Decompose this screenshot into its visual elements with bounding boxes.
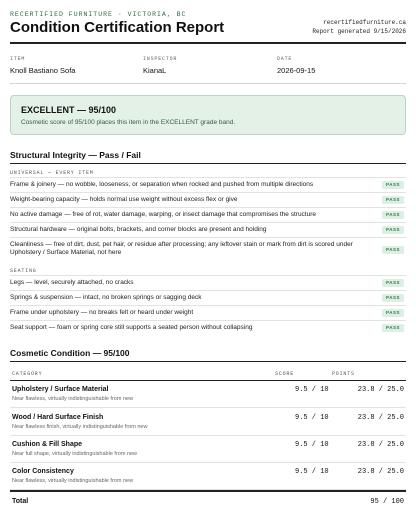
category-note: Near flawless, virtually indistinguishable from new (12, 478, 134, 484)
item-value: Knoll Bastiano Sofa (10, 66, 76, 75)
grade-description: Cosmetic score of 95/100 places this item in the EXCELLENT grade band. (21, 119, 236, 126)
grade-heading: EXCELLENT — 95/100 (21, 105, 117, 115)
group-label-seating: SEATING (10, 268, 37, 274)
check-text: Weight-bearing capacity — holds normal use weight without excess flex or give (10, 196, 238, 203)
pass-badge: PASS (382, 196, 404, 204)
category-note: Near flawless, virtually indistinguishable from new (12, 396, 134, 402)
category-name: Wood / Hard Surface Finish (12, 414, 104, 421)
check-text: Legs — level, securely attached, no cracks (10, 279, 134, 286)
generated-date: Report generated 9/15/2026 (312, 28, 406, 35)
category-name: Cushion & Fill Shape (12, 441, 83, 448)
category-points: 23.8 / 25.0 (357, 441, 404, 449)
meta-item (10, 56, 75, 75)
group-label-universal: UNIVERSAL — EVERY ITEM (10, 170, 94, 176)
table-row (10, 408, 406, 436)
check-row (10, 305, 406, 320)
report-header (10, 0, 406, 44)
check-text: Frame & joinery — no wobble, looseness, or separation when rocked and pushed from multiple directions (10, 181, 314, 188)
meta-inspector (143, 56, 177, 75)
category-score: 9.5 / 10 (295, 468, 329, 476)
structural-title: Structural Integrity — Pass / Fail (10, 150, 141, 160)
pass-badge: PASS (382, 279, 404, 287)
check-text: Springs & suspension — intact, no broken springs or sagging deck (10, 294, 202, 301)
check-text: Structural hardware — original bolts, brackets, and corner blocks are present and holding (10, 226, 267, 233)
pass-badge: PASS (382, 226, 404, 234)
category-points: 23.8 / 25.0 (357, 414, 404, 422)
table-row (10, 435, 406, 463)
header-points: POINTS (332, 371, 355, 377)
category-name: Color Consistency (12, 468, 74, 475)
inspector-label: INSPECTOR (143, 56, 178, 62)
check-row (10, 192, 406, 207)
inspector-value: KianaL (143, 66, 167, 75)
check-text: Seat support — foam or spring core still supports a seated person without collapsing (10, 324, 253, 331)
total-label: Total (12, 498, 29, 505)
pass-badge: PASS (382, 309, 404, 317)
total-row (10, 490, 406, 510)
item-label: ITEM (10, 56, 26, 62)
structural-rule (10, 163, 406, 164)
date-value: 2026-09-15 (277, 66, 316, 75)
category-name: Upholstery / Surface Material (12, 386, 109, 393)
pass-badge: PASS (382, 294, 404, 302)
pass-badge: PASS (382, 246, 404, 254)
pass-badge: PASS (382, 211, 404, 219)
check-row (10, 177, 406, 192)
check-row (10, 222, 406, 237)
check-text: Frame under upholstery — no breaks felt or heard under weight (10, 309, 194, 316)
brand-line: RECERTIFIED FURNITURE · VICTORIA, BC (10, 11, 187, 18)
date-label: DATE (277, 56, 293, 62)
check-row (10, 320, 406, 335)
grade-banner (10, 95, 406, 135)
category-note: Near full shape, virtually indistinguishable from new (12, 451, 138, 457)
table-row (10, 462, 406, 490)
meta-date (277, 56, 315, 75)
check-text: Cleanliness — free of dirt, dust, pet hair, or residue after processing; any leftover stain or mark from dirt is scored under Upholstery / Surface Material, not here (10, 241, 353, 256)
check-row (10, 237, 406, 260)
pass-badge: PASS (382, 324, 404, 332)
category-points: 23.8 / 25.0 (357, 468, 404, 476)
check-text: No active damage — free of rot, water damage, warping, or insect damage that compromises the structure (10, 211, 317, 218)
report-meta (10, 44, 406, 84)
check-row (10, 275, 406, 290)
check-row (10, 207, 406, 222)
cosmetic-title: Cosmetic Condition — 95/100 (10, 348, 130, 358)
category-score: 9.5 / 10 (295, 441, 329, 449)
cosmetic-rule (10, 361, 406, 362)
site-url: recertifiedfurniture.ca (323, 19, 406, 26)
header-score: SCORE (275, 371, 295, 377)
page-title: Condition Certification Report (10, 19, 225, 36)
header-category: CATEGORY (12, 371, 43, 377)
table-row (10, 380, 406, 408)
total-value: 95 / 100 (370, 498, 404, 506)
pass-badge: PASS (382, 181, 404, 189)
category-score: 9.5 / 10 (295, 414, 329, 422)
category-note: Near flawless finish, virtually indistinguishable from new (12, 424, 148, 430)
check-row (10, 290, 406, 305)
category-points: 23.8 / 25.0 (357, 386, 404, 394)
category-score: 9.5 / 10 (295, 386, 329, 394)
